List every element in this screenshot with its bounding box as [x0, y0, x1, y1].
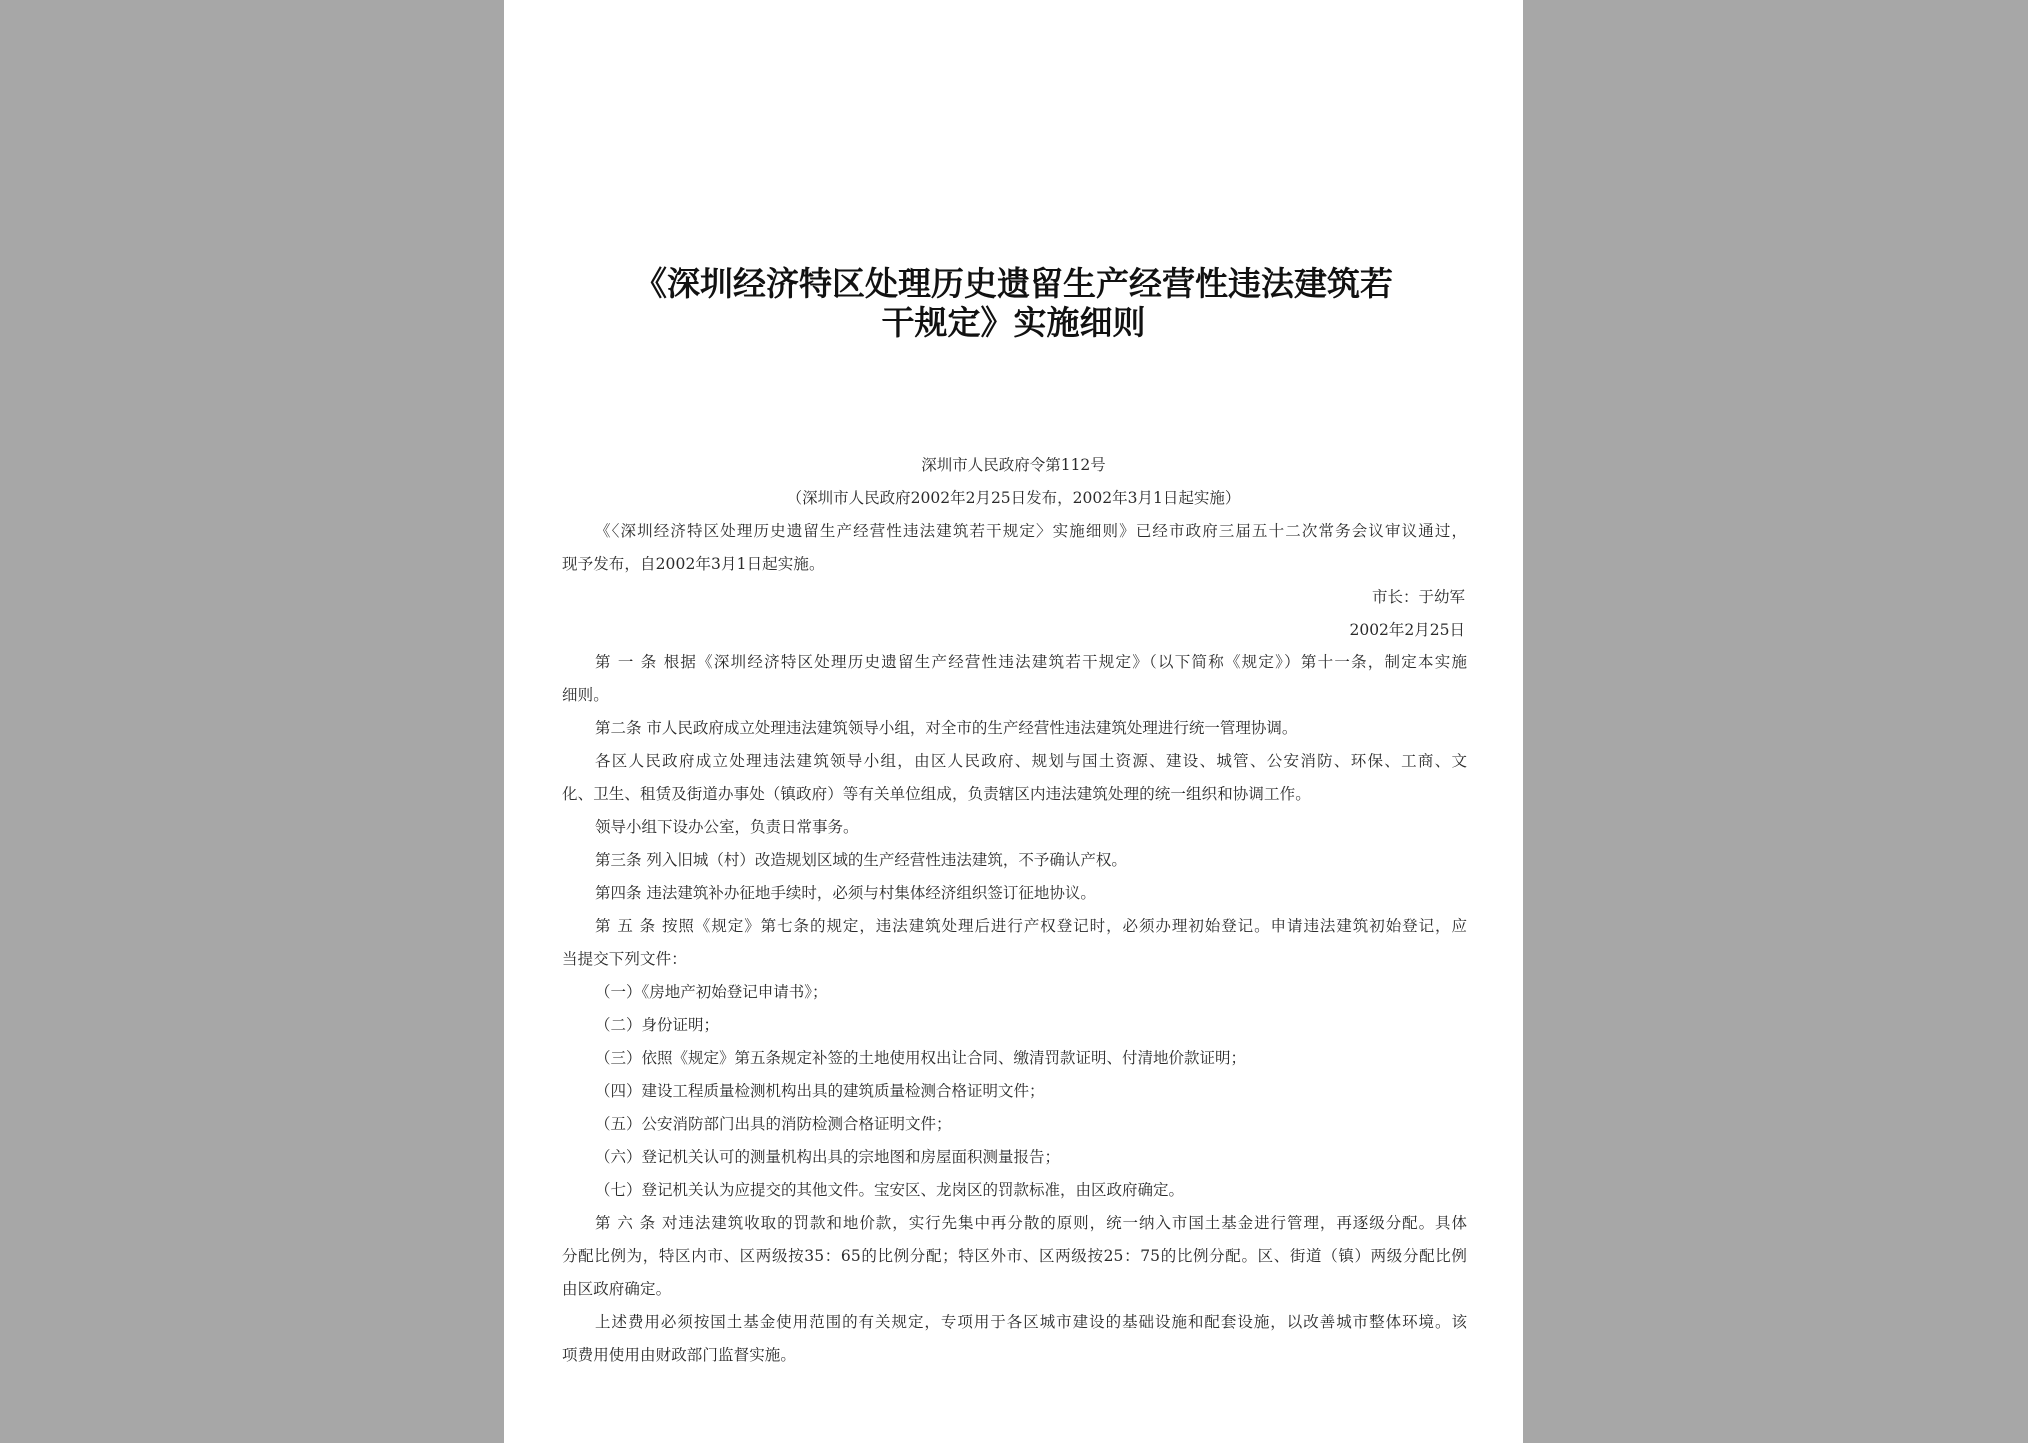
article-5-item-7: （七）登记机关认为应提交的其他文件。宝安区、龙岗区的罚款标准，由区政府确定。 [595, 1181, 1185, 1199]
article-1-line-2: 细则。 [562, 686, 609, 704]
document-title-line-1: 《深圳经济特区处理历史遗留生产经营性违法建筑若 [634, 264, 1393, 303]
article-5-line-1: 第 五 条 按照《规定》第七条的规定，违法建筑处理后进行产权登记时，必须办理初始登记。申请违法建筑初始登记，应 [595, 917, 1467, 935]
article-5-line-2: 当提交下列文件： [562, 950, 687, 968]
article-6-line-4: 上述费用必须按国土基金使用范围的有关规定，专项用于各区城市建设的基础设施和配套设施，以改善城市整体环境。该 [595, 1313, 1467, 1331]
mayor-signature: 市长：于幼军 [1371, 588, 1465, 606]
article-5-item-2: （二）身份证明； [595, 1016, 720, 1034]
preamble-line-1: 《〈深圳经济特区处理历史遗留生产经营性违法建筑若干规定〉实施细则》已经市政府三届五十二次常务会议审议通过， [595, 522, 1467, 540]
article-5-item-1: （一）《房地产初始登记申请书》； [595, 983, 828, 1001]
article-4: 第四条 违法建筑补办征地手续时，必须与村集体经济组织签订征地协议。 [595, 884, 1096, 902]
document-title-line-2: 干规定》实施细则 [881, 303, 1146, 342]
issue-info: （深圳市人民政府2002年2月25日发布，2002年3月1日起实施） [786, 489, 1241, 507]
article-6-line-1: 第 六 条 对违法建筑收取的罚款和地价款，实行先集中再分散的原则，统一纳入市国土基金进行管理，再逐级分配。具体 [595, 1214, 1467, 1232]
document-page [504, 0, 1523, 1443]
article-2-line-2: 各区人民政府成立处理违法建筑领导小组，由区人民政府、规划与国土资源、建设、城管、公安消防、环保、工商、文 [595, 752, 1467, 770]
article-5-item-6: （六）登记机关认可的测量机构出具的宗地图和房屋面积测量报告； [595, 1148, 1061, 1166]
article-5-item-4: （四）建设工程质量检测机构出具的建筑质量检测合格证明文件； [595, 1082, 1045, 1100]
signature-date: 2002年2月25日 [1349, 621, 1465, 639]
article-5-item-5: （五）公安消防部门出具的消防检测合格证明文件； [595, 1115, 952, 1133]
article-2-line-4: 领导小组下设办公室，负责日常事务。 [595, 818, 859, 836]
article-6-line-5: 项费用使用由财政部门监督实施。 [562, 1346, 797, 1364]
order-number: 深圳市人民政府令第112号 [921, 456, 1106, 474]
article-5-item-3: （三）依照《规定》第五条规定补签的土地使用权出让合同、缴清罚款证明、付清地价款证明； [595, 1049, 1247, 1067]
article-2-line-1: 第二条 市人民政府成立处理违法建筑领导小组，对全市的生产经营性违法建筑处理进行统一管理协调。 [595, 719, 1298, 737]
article-6-line-2: 分配比例为，特区内市、区两级按35：65的比例分配；特区外市、区两级按25：75的比例分配。区、街道（镇）两级分配比例 [562, 1247, 1467, 1265]
article-6-line-3: 由区政府确定。 [562, 1280, 672, 1298]
article-2-line-3: 化、卫生、租赁及街道办事处（镇政府）等有关单位组成，负责辖区内违法建筑处理的统一组织和协调工作。 [562, 785, 1311, 803]
preamble-line-2: 现予发布，自2002年3月1日起实施。 [562, 555, 825, 573]
article-1-line-1: 第 一 条 根据《深圳经济特区处理历史遗留生产经营性违法建筑若干规定》（以下简称《规定》）第十一条，制定本实施 [595, 653, 1467, 671]
article-3: 第三条 列入旧城（村）改造规划区域的生产经营性违法建筑，不予确认产权。 [595, 851, 1127, 869]
